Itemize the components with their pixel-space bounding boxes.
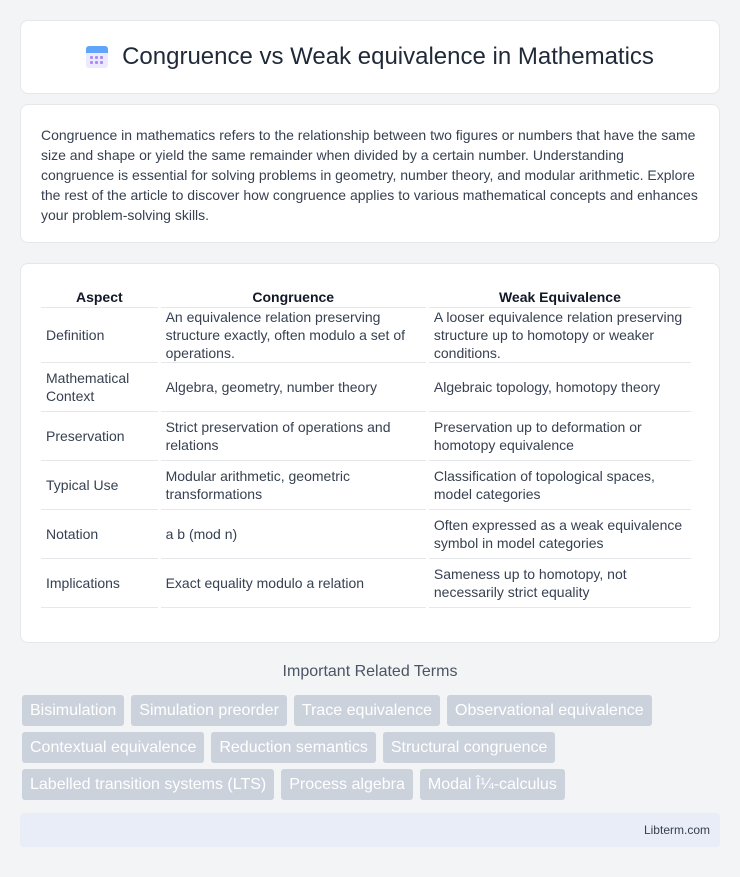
tag-trace-equivalence[interactable]: Trace equivalence <box>294 695 440 726</box>
row-aspect: Definition <box>41 308 158 363</box>
row-aspect: Typical Use <box>41 461 158 510</box>
comparison-table <box>38 286 694 608</box>
tag-modal-mu-calculus[interactable]: Modal Î¼-calculus <box>420 769 565 800</box>
row-weak-equivalence: Classification of topological spaces, model categories <box>429 461 691 510</box>
row-weak-equivalence: Algebraic topology, homotopy theory <box>429 363 691 412</box>
table-row <box>41 412 691 461</box>
row-weak-equivalence: Often expressed as a weak equivalence symbol in model categories <box>429 510 691 559</box>
table-row <box>41 363 691 412</box>
tag-row <box>22 695 662 726</box>
footer-site-link[interactable]: Libterm.com <box>643 823 710 837</box>
page-title: Congruence vs Weak equivalence in Mathematics <box>122 43 654 70</box>
related-terms-list <box>22 695 662 806</box>
tag-observational-equivalence[interactable]: Observational equivalence <box>447 695 652 726</box>
tag-structural-congruence[interactable]: Structural congruence <box>383 732 556 763</box>
row-weak-equivalence: Sameness up to homotopy, not necessarily strict equality <box>429 559 691 608</box>
tag-simulation-preorder[interactable]: Simulation preorder <box>131 695 287 726</box>
row-congruence: Modular arithmetic, geometric transformations <box>161 461 426 510</box>
title-card <box>20 20 720 94</box>
tag-row <box>22 769 662 800</box>
header-congruence: Congruence <box>161 286 426 308</box>
row-congruence: Strict preservation of operations and relations <box>161 412 426 461</box>
row-weak-equivalence: A looser equivalence relation preserving structure up to homotopy or weaker conditions. <box>429 308 691 363</box>
intro-text: Congruence in mathematics refers to the relationship between two figures or numbers that have the same size and shape or yield the same remainder when divided by a certain number. Understanding congruence is essential for solving problems in geometry, number theory, and modular arithmetic. Explore the rest of the article to discover how congruence applies to various mathematical concepts and enhances your problem-solving skills. <box>41 127 698 223</box>
table-row <box>41 510 691 559</box>
tag-reduction-semantics[interactable]: Reduction semantics <box>211 732 376 763</box>
calendar-icon <box>86 46 108 68</box>
tag-row <box>22 732 662 763</box>
header-weak-equivalence: Weak Equivalence <box>429 286 691 308</box>
header-aspect: Aspect <box>41 286 158 308</box>
row-congruence: An equivalence relation preserving structure exactly, often modulo a set of operations. <box>161 308 426 363</box>
row-congruence: Algebra, geometry, number theory <box>161 363 426 412</box>
row-aspect: Preservation <box>41 412 158 461</box>
comparison-card <box>20 263 720 643</box>
table-row <box>41 461 691 510</box>
intro-card <box>20 104 720 243</box>
row-congruence: Exact equality modulo a relation <box>161 559 426 608</box>
tag-process-algebra[interactable]: Process algebra <box>281 769 413 800</box>
tag-bisimulation[interactable]: Bisimulation <box>22 695 124 726</box>
row-weak-equivalence: Preservation up to deformation or homotopy equivalence <box>429 412 691 461</box>
row-aspect: Implications <box>41 559 158 608</box>
table-row <box>41 308 691 363</box>
footer <box>20 813 720 847</box>
related-terms-title: Important Related Terms <box>282 663 458 680</box>
row-aspect: Mathematical Context <box>41 363 158 412</box>
tag-labelled-transition-systems[interactable]: Labelled transition systems (LTS) <box>22 769 274 800</box>
row-congruence: a b (mod n) <box>161 510 426 559</box>
table-row <box>41 559 691 608</box>
tag-contextual-equivalence[interactable]: Contextual equivalence <box>22 732 204 763</box>
table-header-row <box>41 286 691 308</box>
row-aspect: Notation <box>41 510 158 559</box>
